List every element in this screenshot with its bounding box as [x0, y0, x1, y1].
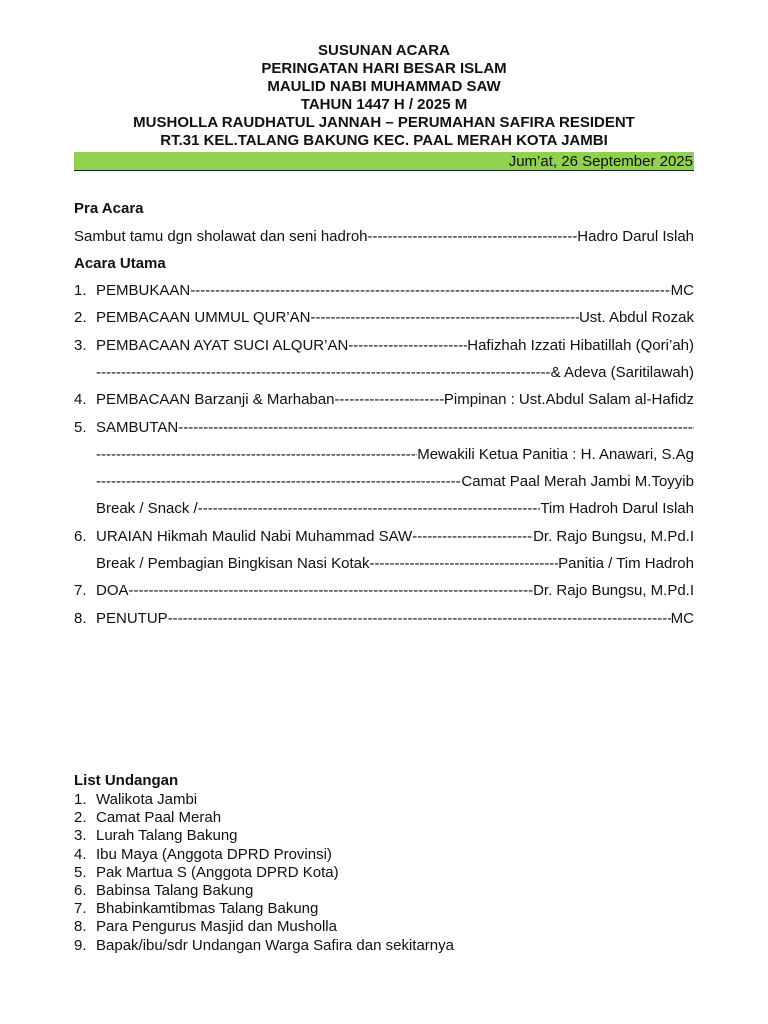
acara-row	[74, 390, 694, 410]
dot-leader	[310, 308, 578, 328]
invite-number: 8.	[74, 918, 87, 936]
row-body	[96, 281, 694, 301]
dot-leader	[96, 445, 417, 465]
row-number: 3.	[74, 336, 87, 354]
invite-number: 9.	[74, 936, 87, 954]
date-bar	[74, 152, 694, 171]
header-year: TAHUN 1447 H / 2025 M	[300, 96, 468, 113]
dot-leader	[348, 336, 467, 356]
row-body	[96, 472, 694, 492]
row-number: 1.	[74, 282, 87, 299]
dot-leader	[412, 527, 533, 547]
row-body	[96, 527, 694, 547]
dot-leader	[96, 363, 551, 383]
row-body	[96, 390, 694, 410]
row-body	[96, 581, 694, 601]
row-trail: Tim Hadroh Darul Islah	[540, 500, 694, 518]
row-trail: MC	[670, 282, 694, 299]
event-date: Jum’at, 26 September 2025	[508, 153, 693, 170]
row-lead: PENUTUP	[96, 609, 168, 627]
header-event: PERINGATAN HARI BESAR ISLAM	[261, 60, 507, 77]
row-trail: Panitia / Tim Hadroh	[558, 555, 694, 572]
acara-row	[74, 445, 694, 465]
row-lead: Break / Pembagian Bingkisan Nasi Kotak	[96, 555, 370, 572]
row-body	[96, 336, 694, 356]
acara-row	[74, 281, 694, 301]
row-lead: DOA	[96, 582, 129, 600]
document-header	[74, 42, 694, 150]
invite-item	[74, 864, 454, 882]
row-trail: & Adeva (Saritilawah)	[550, 363, 694, 381]
row-lead: SAMBUTAN	[96, 418, 179, 436]
invite-item	[74, 809, 454, 827]
header-venue: MUSHOLLA RAUDHATUL JANNAH – PERUMAHAN SAFIRA RESIDENT	[133, 114, 635, 131]
row-number: 7.	[74, 582, 87, 600]
invite-number: 2.	[74, 809, 87, 827]
invite-text: Lurah Talang Bakung	[96, 827, 238, 845]
acara-row	[74, 581, 694, 601]
invite-text: Camat Paal Merah	[96, 809, 222, 827]
row-lead: PEMBACAAN Barzanji & Marhaban	[96, 391, 335, 409]
row-trail: MC	[670, 609, 694, 627]
acara-row	[74, 418, 694, 438]
row-trail: Dr. Rajo Bungsu, M.Pd.I	[533, 527, 694, 545]
row-number: 5.	[74, 418, 87, 436]
row-body	[96, 308, 694, 328]
row-number: 4.	[74, 391, 87, 409]
item-lead: Sambut tamu dgn sholawat dan seni hadroh	[74, 228, 368, 245]
row-body	[96, 363, 694, 383]
row-number: 2.	[74, 309, 87, 327]
dot-leader	[334, 390, 443, 410]
dot-leader	[96, 472, 461, 492]
dot-leader	[368, 227, 578, 247]
invite-text: Pak Martua S (Anggota DPRD Kota)	[96, 863, 339, 881]
acara-row	[74, 336, 694, 356]
section-title-acara-utama: Acara Utama	[74, 255, 166, 272]
dot-leader	[129, 581, 534, 601]
invite-item	[74, 791, 454, 809]
dot-leader	[178, 418, 694, 438]
dot-leader	[369, 554, 558, 574]
acara-row	[74, 609, 694, 629]
acara-row	[74, 472, 694, 492]
row-trail: Camat Paal Merah Jambi M.Toyyib	[461, 473, 694, 491]
row-body	[96, 445, 694, 465]
row-trail: Ust. Abdul Rozak	[578, 309, 694, 327]
invite-text: Walikota Jambi	[96, 791, 198, 808]
pra-acara-item	[74, 227, 694, 247]
invite-item	[74, 900, 454, 918]
row-lead: URAIAN Hikmah Maulid Nabi Muhammad SAW	[96, 527, 413, 545]
header-title: SUSUNAN ACARA	[318, 42, 450, 59]
row-body	[96, 499, 694, 519]
row-number: 6.	[74, 527, 87, 545]
invite-item	[74, 827, 454, 845]
row-lead: PEMBUKAAN	[96, 282, 191, 299]
section-title-pra-acara: Pra Acara	[74, 200, 144, 217]
invite-text: Para Pengurus Masjid dan Musholla	[96, 918, 337, 936]
acara-row	[74, 363, 694, 383]
section-title-undangan: List Undangan	[74, 772, 179, 789]
acara-row	[74, 308, 694, 328]
acara-row	[74, 554, 694, 574]
row-trail: Dr. Rajo Bungsu, M.Pd.I	[533, 582, 694, 600]
invite-number: 4.	[74, 845, 87, 863]
acara-row	[74, 499, 694, 519]
row-body	[96, 554, 694, 574]
invite-text: Bapak/ibu/sdr Undangan Warga Safira dan sekitarnya	[96, 936, 454, 954]
row-body	[96, 609, 694, 629]
invite-number: 7.	[74, 900, 87, 918]
invite-text: Bhabinkamtibmas Talang Bakung	[96, 900, 319, 918]
invite-item	[74, 937, 454, 955]
dot-leader	[198, 499, 541, 519]
invite-number: 6.	[74, 882, 87, 900]
invite-text: Ibu Maya (Anggota DPRD Provinsi)	[96, 845, 332, 863]
dot-leader	[168, 609, 671, 629]
row-lead: PEMBACAAN AYAT SUCI ALQUR’AN	[96, 336, 349, 354]
row-trail: Mewakili Ketua Panitia : H. Anawari, S.Ag	[417, 445, 694, 463]
row-number: 8.	[74, 609, 87, 627]
invite-number: 1.	[74, 791, 87, 808]
row-lead: PEMBACAAN UMMUL QUR’AN	[96, 309, 311, 327]
invite-number: 3.	[74, 827, 87, 845]
row-lead: Break / Snack /	[96, 500, 198, 518]
row-body	[96, 418, 694, 438]
invite-list	[74, 791, 454, 955]
dot-leader	[190, 281, 670, 301]
item-trail: Hadro Darul Islah	[577, 228, 694, 245]
header-event-name: MAULID NABI MUHAMMAD SAW	[267, 78, 501, 95]
row-trail: Hafizhah Izzati Hibatillah (Qori’ah)	[467, 336, 694, 354]
invite-text: Babinsa Talang Bakung	[96, 882, 254, 900]
invite-item	[74, 882, 454, 900]
invite-item	[74, 918, 454, 936]
header-address: RT.31 KEL.TALANG BAKUNG KEC. PAAL MERAH KOTA JAMBI	[160, 132, 608, 149]
acara-row	[74, 527, 694, 547]
row-trail: Pimpinan : Ust.Abdul Salam al-Hafidz	[443, 391, 694, 409]
invite-item	[74, 846, 454, 864]
invite-number: 5.	[74, 863, 87, 881]
